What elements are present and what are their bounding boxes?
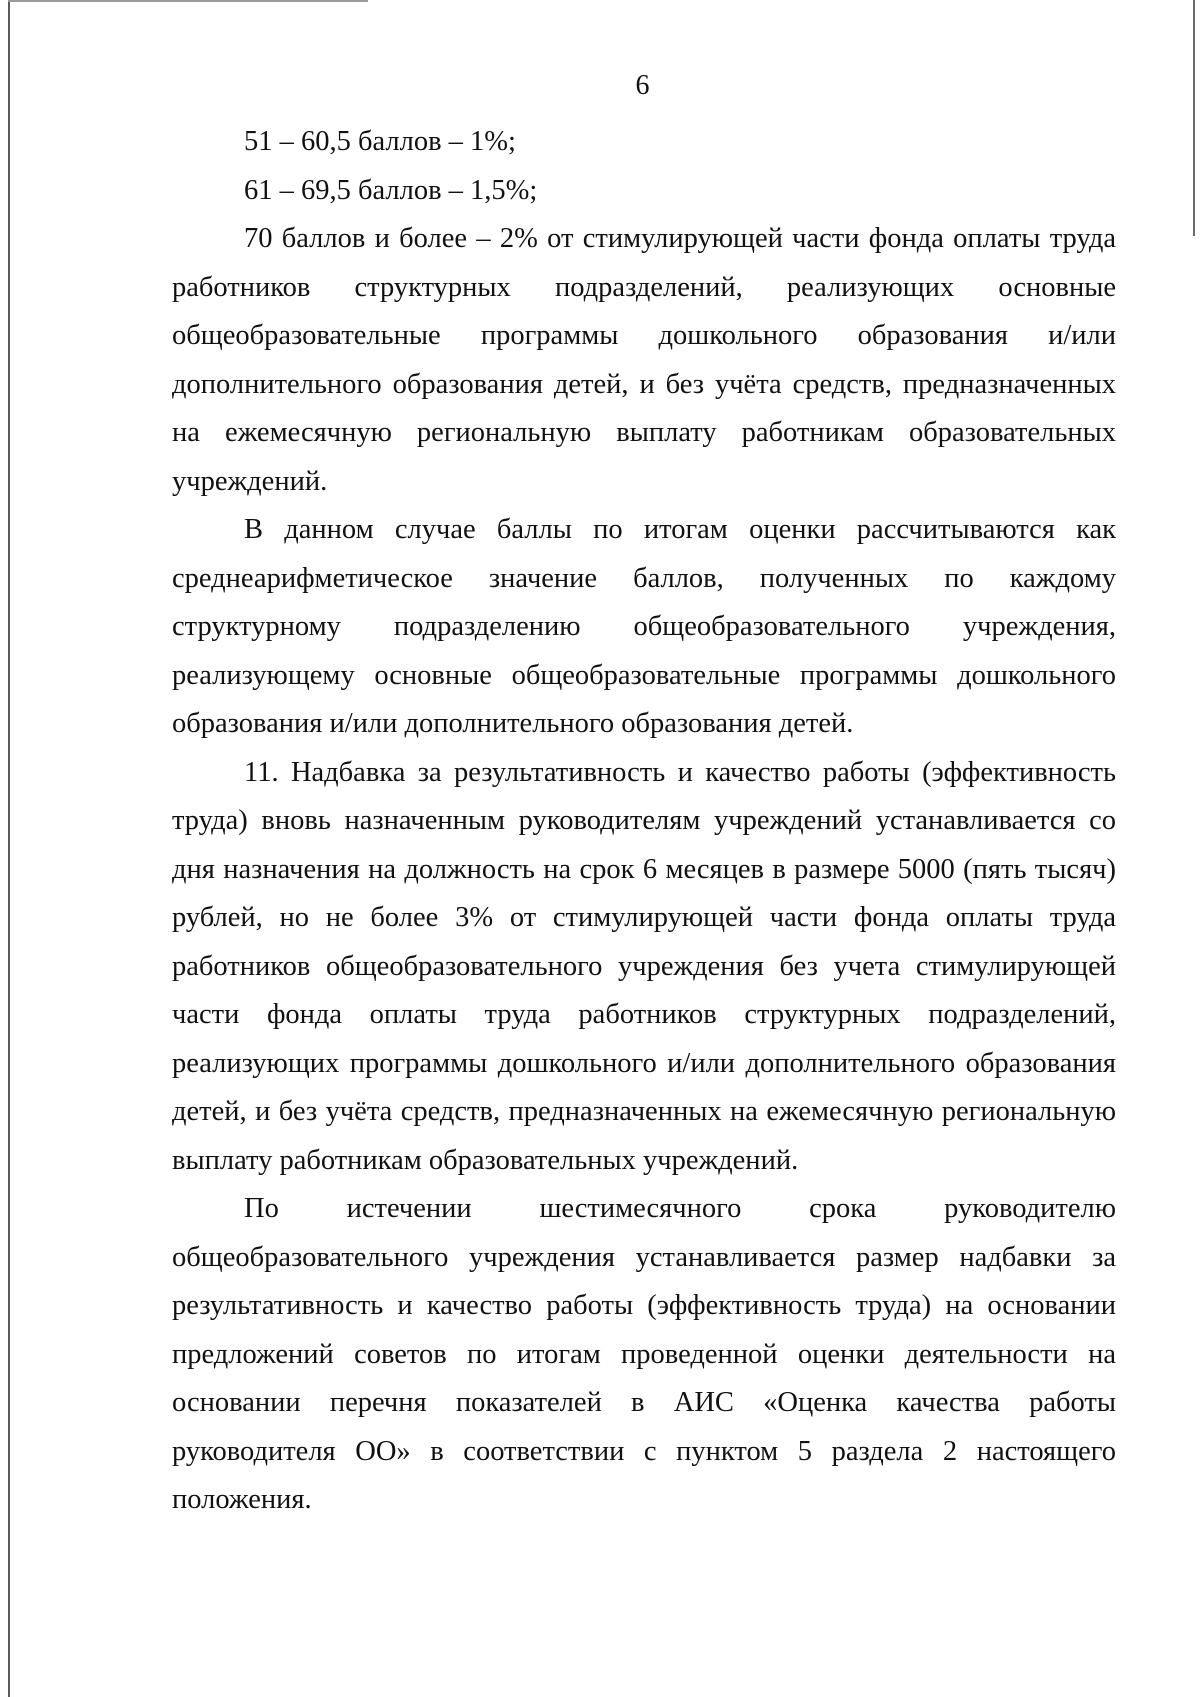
scan-right-border xyxy=(1193,0,1195,236)
score-range-61-69: 61 – 69,5 баллов – 1,5%; xyxy=(244,174,538,206)
paragraph-after-six-months: По истечении шестимесячного срока руководителю общеобразовательного учреждения устанавливается размер надбавки за результативность и качество работы (эффективность труда) на основании предложений советов по итогам проведенной оценки деятельности на основании перечня показателей в АИС «Оценка качества работы руководителя ОО» в соответствии с пунктом 5 раздела 2 настоящего положения. xyxy=(172,1193,1116,1515)
score-range-51-60: 51 – 60,5 баллов – 1%; xyxy=(244,126,516,157)
scan-left-border xyxy=(8,0,10,1697)
score-range-70-plus: 70 баллов и более – 2% от стимулирующей части фонда оплаты труда работников структурных подразделений, реализующих основные общеобразовательные программы дошкольного образования и/или дополнительного образования детей, и без учёта средств, предназначенных на ежемесячную региональную выплату работникам образовательных учреждений. xyxy=(172,223,1116,497)
scan-top-border xyxy=(8,0,368,2)
paragraph-average-score: В данном случае баллы по итогам оценки рассчитываются как среднеарифметическое значение баллов, полученных по каждому структурному подразделению общеобразовательного учреждения, реализующему основные общеобразовательные программы дошкольного образования и/или дополнительного образования детей. xyxy=(172,514,1116,739)
clause-11-paragraph: 11. Надбавка за результативность и качество работы (эффективность труда) вновь назначенным руководителям учреждений устанавливается со дня назначения на должность на срок 6 месяцев в размере 5000 (пять тысяч) рублей, но не более 3% от стимулирующей части фонда оплаты труда работников общеобразовательного учреждения без учета стимулирующей части фонда оплаты труда работников структурных подразделений, реализующих программы дошкольного и/или дополнительного образования детей, и без учёта средств, предназначенных на ежемесячную региональную выплату работникам образовательных учреждений. xyxy=(172,756,1116,1176)
document-body xyxy=(172,118,1116,1525)
page-number: 6 xyxy=(635,70,650,101)
